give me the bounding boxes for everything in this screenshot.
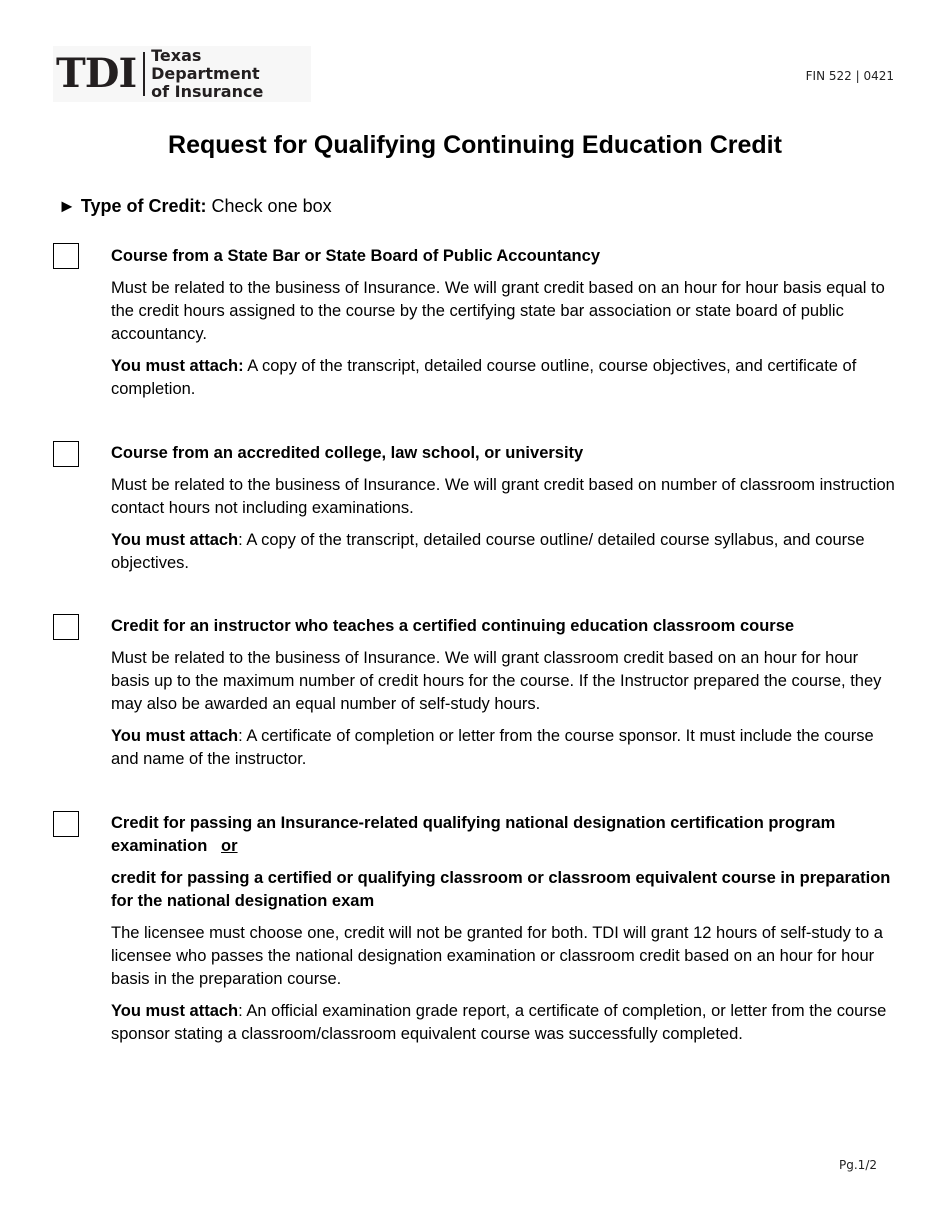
page-title: Request for Qualifying Continuing Education Credit [168,131,782,159]
option-attach [111,725,895,771]
option-state-bar-course [111,245,895,410]
option-attach [111,529,895,575]
logo-divider [143,52,145,96]
option-heading-or: or [221,837,238,855]
attach-text: : A copy of the transcript, detailed course outline/ detailed course syllabus, and course objectives. [111,531,865,572]
option-heading: Course from a State Bar or State Board of Public Accountancy [111,247,600,265]
option-description: Must be related to the business of Insurance. We will grant credit based on an hour for hour basis equal to the credit hours assigned to the course by the certifying state bar association or state board of public accountancy. [111,279,885,343]
form-code: FIN 522 | 0421 [805,69,894,83]
option-heading [111,812,895,858]
attach-text: : A certificate of completion or letter from the course sponsor. It must include the course and name of the instructor. [111,727,874,768]
attach-label: You must attach [111,727,239,745]
checkbox-college-course[interactable] [53,441,79,467]
checkbox-national-designation[interactable] [53,811,79,837]
option-instructor-credit [111,615,895,780]
option-heading: Course from an accredited college, law school, or university [111,444,584,462]
option-attach [111,1000,895,1046]
arrow-icon: ► [58,196,76,216]
option-heading-text: Credit for passing an Insurance-related qualifying national designation certification program examination [111,814,836,855]
attach-label: You must attach [111,531,239,549]
option-heading-2: credit for passing a certified or qualifying classroom or classroom equivalent course in preparation for the national designation exam [111,869,891,910]
checkbox-instructor-credit[interactable] [53,614,79,640]
option-description: Must be related to the business of Insurance. We will grant classroom credit based on an hour for hour basis up to the maximum number of credit hours for the course. If the Instructor prepared the course, they may also be awarded an equal number of self-study hours. [111,649,882,713]
attach-text: A copy of the transcript, detailed course outline, course objectives, and certificate of completion. [111,357,857,398]
logo-mark: TDI [56,50,137,97]
option-attach [111,355,895,401]
type-of-credit-line [58,196,332,217]
attach-label: You must attach: [111,357,244,375]
logo-name [151,47,311,101]
checkbox-state-bar-course[interactable] [53,243,79,269]
option-description: Must be related to the business of Insurance. We will grant credit based on number of classroom instruction contact hours not including examinations. [111,476,895,517]
option-national-designation [111,812,895,1055]
type-of-credit-instruction: Check one box [211,196,332,216]
attach-text: : An official examination grade report, a certificate of completion, or letter from the course sponsor stating a classroom/classroom equivalent course was successfully completed. [111,1002,887,1043]
page-number: Pg.1/2 [839,1158,877,1172]
logo-line-1: Texas Department [151,46,260,83]
tdi-logo [53,46,311,102]
attach-label: You must attach [111,1002,239,1020]
option-college-course [111,442,895,584]
option-description: The licensee must choose one, credit will not be granted for both. TDI will grant 12 hours of self-study to a licensee who passes the national designation examination or classroom credit based on an hour for hour basis in the preparation course. [111,924,883,988]
logo-line-2: of Insurance [151,82,264,101]
type-of-credit-label: Type of Credit: [80,196,207,216]
option-heading: Credit for an instructor who teaches a certified continuing education classroom course [111,617,795,635]
